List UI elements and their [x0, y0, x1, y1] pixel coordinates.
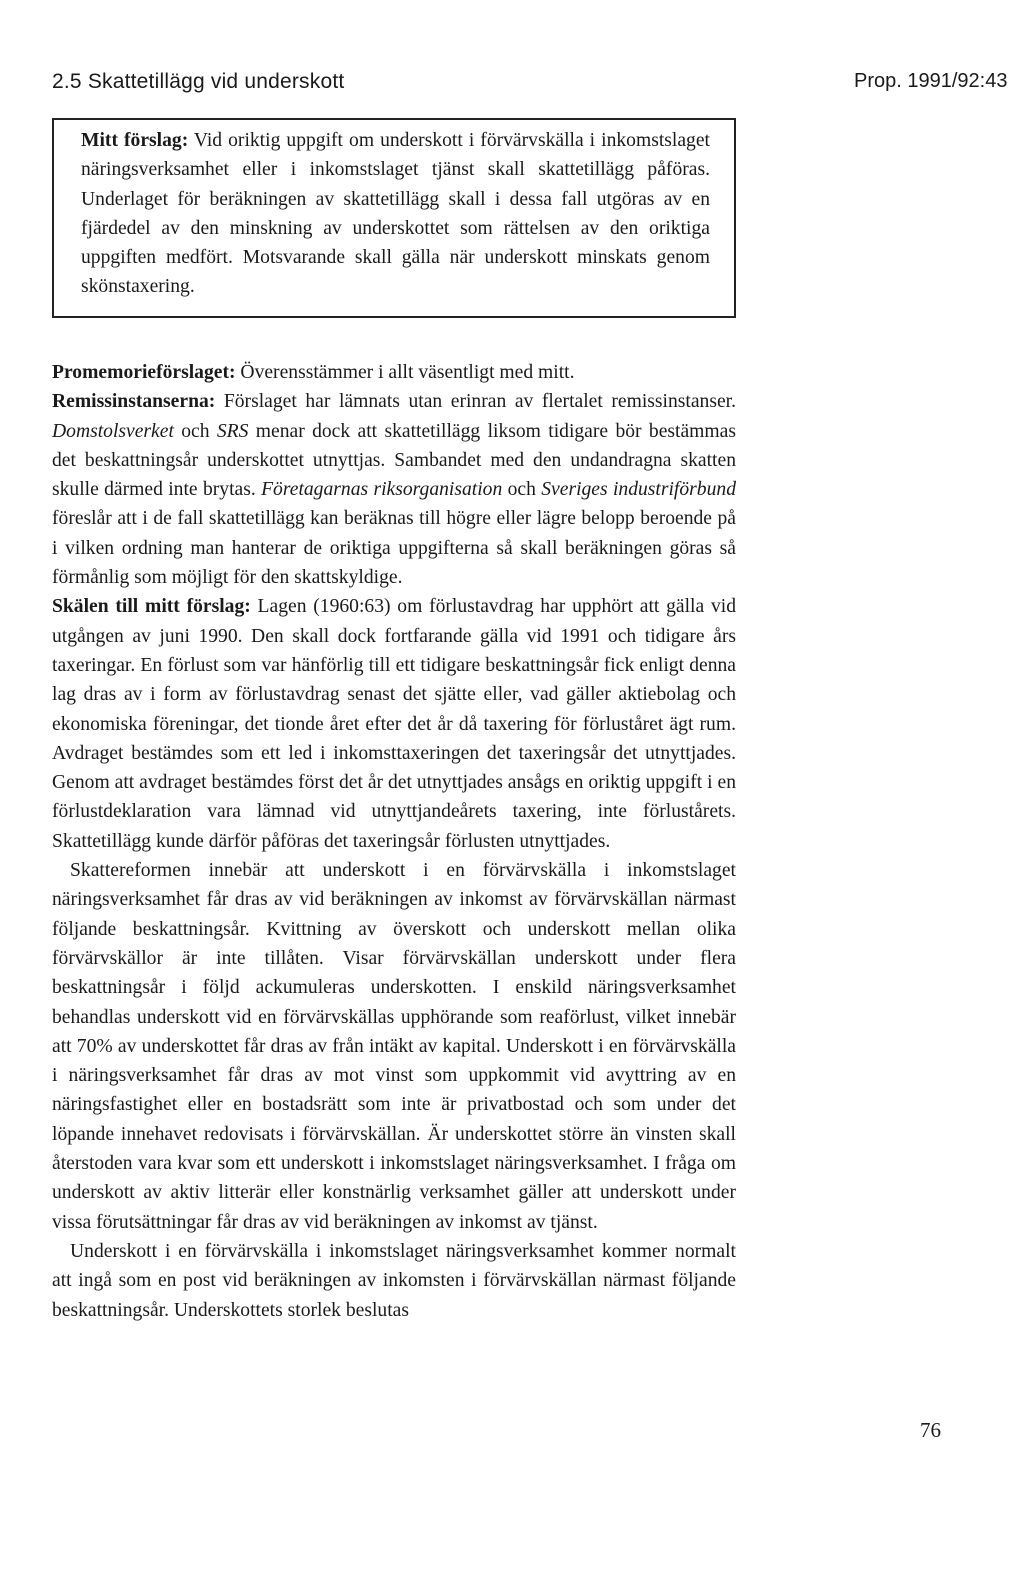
remiss-italic-4: Sveriges industriförbund — [541, 479, 736, 501]
promemoria-paragraph — [52, 358, 736, 387]
remiss-text-1: Förslaget har lämnats utan erinran av flertalet remissinstanser. — [215, 391, 736, 413]
remiss-paragraph — [52, 387, 736, 592]
remiss-text-4: och — [502, 479, 542, 501]
remiss-text-5: föreslår att i de fall skattetillägg kan beräknas till högre eller lägre belopp beroende på i vilken ordning man hanterar de oriktiga uppgifterna så skall beräkningen göras så förmånlig som möjligt för den skattskyldige. — [52, 508, 736, 589]
remiss-text-3: menar dock att skattetillägg liksom tidigare bör bestämmas det beskattningsår underskottet utnyttjas. Sambandet med den undandragna skatten skulle därmed inte brytas. — [52, 420, 736, 501]
promemoria-text: Överensstämmer i allt väsentligt med mitt. — [235, 362, 575, 383]
remiss-label: Remissinstanserna: — [52, 391, 216, 413]
remiss-italic-1: Domstolsverket — [52, 420, 174, 442]
remiss-italic-2: SRS — [216, 420, 249, 442]
reform-paragraph: Skattereformen innebär att underskott i en förvärvskälla i inkomstslaget näringsverksamhet får dras av vid beräkningen av inkomst av förvärvskällan närmast följande beskattningsår. Kvittning av överskott och underskott mellan olika förvärvskällor är inte tillåten. Visar förvärvskällan underskott under flera beskattningsår i följd ackumuleras underskotten. I enskild näringsverksamhet behandlas underskott vid en förvärvskällas upphörande som reaförlust, vilket innebär att 70% av underskottet får dras av från intäkt av kapital. Underskott i en förvärvskälla i näringsverksamhet får dras av mot vinst som uppkommit vid avyttring av en näringsfastighet eller en bostadsrätt som inte är privatbostad och som under det löpande innehavet redovisats i förvärvskällan. Är underskottet större än vinsten skall återstoden vara kvar som ett underskott i inkomstslaget näringsverksamhet. I fråga om underskott av aktiv litterär eller konstnärlig verksamhet gäller att underskott under vissa förutsättningar får dras av vid beräkningen av inkomst av tjänst. — [52, 860, 736, 1233]
skalen-text: Lagen (1960:63) om förlustavdrag har upphört att gälla vid utgången av juni 1990. Den skall dock fortfarande gälla vid 1991 och tidigare års taxeringar. En förlust som var hänförlig till ett tidigare beskattningsår fick enligt denna lag dras av i form av förlustavdrag senast det sjätte eller, vad gäller aktiebolag och ekonomiska föreningar, det tionde året efter det år då taxering för förluståret ägt rum. Avdraget bestämdes som ett led i inkomsttaxeringen det taxeringsår det utnyttjades. Genom att avdraget bestämdes först det år det utnyttjades ansågs en oriktig uppgift i en förlustdeklaration vara lämnad vid utnyttjandeårets taxering, inte förlustårets. Skattetillägg kunde därför påföras det taxeringsår förlusten utnyttjades. — [52, 596, 736, 852]
remiss-italic-3: Företagarnas riksorganisation — [261, 479, 503, 501]
remiss-text-2: och — [173, 420, 217, 442]
skalen-paragraph — [52, 592, 736, 856]
proposal-paragraph — [81, 126, 710, 302]
body-text — [52, 358, 736, 1325]
skalen-label: Skälen till mitt förslag: — [52, 596, 251, 618]
promemoria-label: Promemorieförslaget: — [52, 362, 236, 383]
page-number: 76 — [920, 1418, 941, 1442]
proposal-text: Vid oriktig uppgift om underskott i förvärvskälla i inkomstslaget näringsverksamhet eller i inkomstslaget tjänst skall skattetillägg påföras. Underlaget för beräkningen av skattetillägg skall i dessa fall utgöras av en fjärdedel av den minskning av underskottet som rättelsen av den oriktiga uppgiften medfört. Motsvarande skall gälla när underskott minskats genom skönstaxering. — [81, 130, 710, 298]
prop-reference: Prop. 1991/92:43 — [854, 70, 1008, 92]
proposal-box — [52, 118, 736, 318]
section-heading: 2.5 Skattetillägg vid underskott — [52, 70, 345, 93]
proposal-label: Mitt förslag: — [81, 130, 189, 151]
last-paragraph: Underskott i en förvärvskälla i inkomstslaget näringsverksamhet kommer normalt att ingå som en post vid beräkningen av inkomsten i förvärvskällan närmast följande beskattningsår. Underskottets storlek beslutas — [52, 1240, 736, 1321]
